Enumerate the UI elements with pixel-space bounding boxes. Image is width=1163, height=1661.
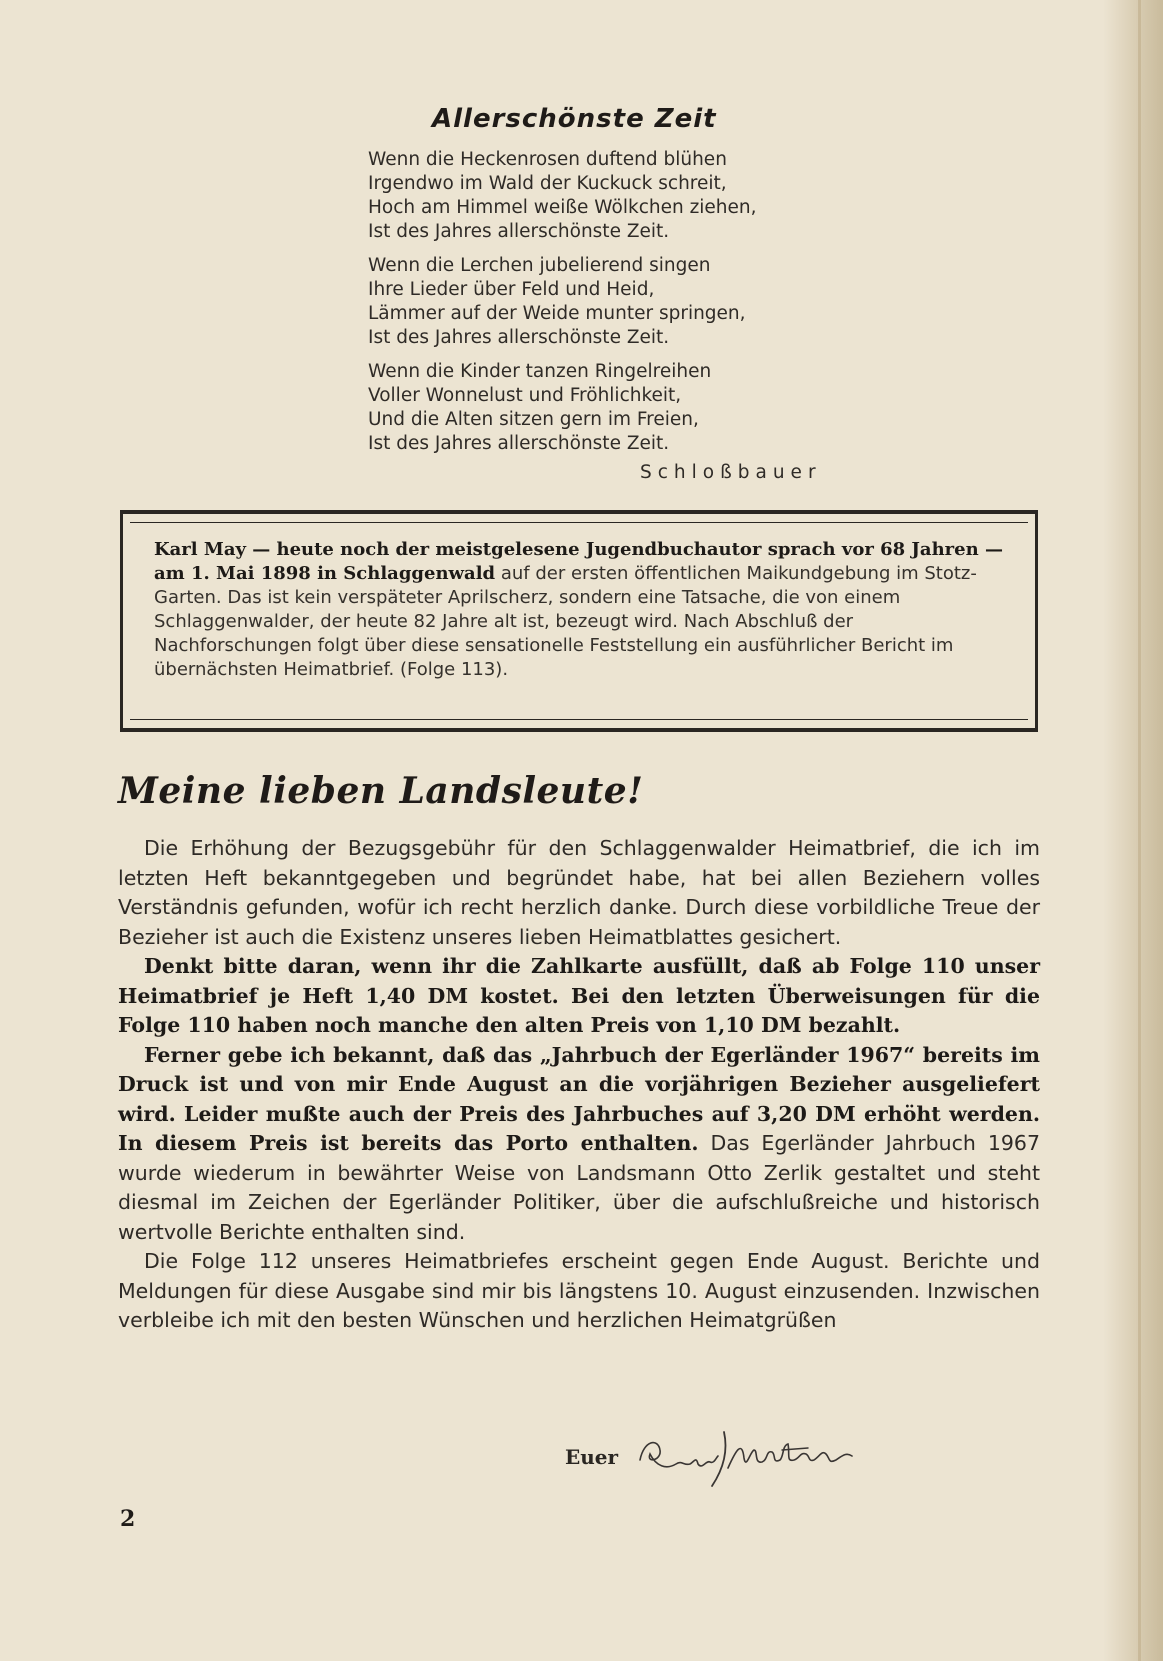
- poem-line: Ist des Jahres allerschönste Zeit.: [368, 221, 670, 242]
- poem-line: Ist des Jahres allerschönste Zeit.: [368, 327, 670, 348]
- poem-line: Wenn die Heckenrosen duftend blühen: [368, 149, 727, 170]
- letter-closing: Euer: [565, 1445, 619, 1469]
- letter-text: Das Egerländer Jahrbuch 1967 wurde wiederum in bewährter Weise von Landsmann Otto Zerlik gestaltet und steht diesmal im Zeichen der Egerländer Politiker, über die aufschlußreiche und historisch wertvolle Berichte enthalten sind.: [118, 1131, 1040, 1244]
- poem-line: Und die Alten sitzen gern im Freien,: [368, 409, 699, 430]
- letter-paragraph-bold: [118, 952, 1040, 1041]
- notice-bold-lead: Karl May — heute noch der meistgelesene Jugendbuchautor sprach vor 68 Jahren — am 1. Mai 1898 in Schlaggenwald: [154, 539, 1003, 584]
- letter-body: [118, 834, 1040, 1336]
- poem-title: Allerschönste Zeit: [432, 104, 717, 134]
- poem-line: Wenn die Kinder tanzen Ringelreihen: [368, 361, 712, 382]
- handwritten-signature: [632, 1420, 912, 1490]
- letter-paragraph: Die Erhöhung der Bezugsgebühr für den Schlaggenwalder Heimatbrief, die ich im letzten Heft bekanntgegeben und begründet habe, hat bei allen Beziehern volles Verständnis gefunden, wofür ich recht herzlich danke. Durch diese vorbildliche Treue der Bezieher ist auch die Existenz unseres lieben Heimatblattes gesichert.: [118, 836, 1040, 949]
- letter-greeting: Meine lieben Landsleute!: [118, 770, 644, 812]
- notice-text: [154, 538, 1006, 682]
- page-fold-line: [1138, 0, 1141, 1661]
- poem-line: Ist des Jahres allerschönste Zeit.: [368, 433, 670, 454]
- poem-line: Hoch am Himmel weiße Wölkchen ziehen,: [368, 197, 757, 218]
- letter-paragraph: Die Folge 112 unseres Heimatbriefes erscheint gegen Ende August. Berichte und Meldungen für diese Ausgabe sind mir bis längstens 10. August einzusenden. Inzwischen verbleibe ich mit den besten Wünschen und herzlichen Heimatgrüßen: [118, 1249, 1040, 1332]
- poem-author: Schloßbauer: [640, 462, 822, 483]
- notice-body: auf der ersten öffentlichen Maikundgebung im Stotz-Garten. Das ist kein verspäteter Aprilscherz, sondern eine Tatsache, die von einem Schlaggenwalder, der heute 82 Jahre alt ist, bezeugt wird. Nach Abschluß der Nachforschungen folgt über diese sensationelle Feststellung ein ausführlicher Bericht im übernächsten Heimatbrief. (Folge 113).: [154, 563, 977, 680]
- poem-line: Irgendwo im Wald der Kuckuck schreit,: [368, 173, 727, 194]
- poem-stanza: [368, 360, 838, 456]
- page-number: 2: [120, 1506, 136, 1532]
- page-edge-shadow: [1103, 0, 1163, 1661]
- poem-line: Voller Wonnelust und Fröhlichkeit,: [368, 385, 682, 406]
- letter-paragraph-mixed: [118, 1041, 1040, 1248]
- letter-bold-text: Ferner gebe ich bekannt, daß das „Jahrbuch der Egerländer 1967“ bereits im Druck ist und von mir Ende August an die vorjährigen Bezieher ausgeliefert wird. Leider mußte auch der Preis des Jahrbuches auf 3,20 DM erhöht werden. In diesem Preis ist bereits das Porto enthalten.: [118, 1042, 1040, 1155]
- poem-body: [368, 148, 838, 466]
- poem-stanza: [368, 148, 838, 244]
- poem-line: Lämmer auf der Weide munter springen,: [368, 303, 746, 324]
- poem-line: Wenn die Lerchen jubelierend singen: [368, 255, 711, 276]
- poem-stanza: [368, 254, 838, 350]
- letter-bold-text: Denkt bitte daran, wenn ihr die Zahlkarte ausfüllt, daß ab Folge 110 unser Heimatbrief je Heft 1,40 DM kostet. Bei den letzten Überweisungen für die Folge 110 haben noch manche den alten Preis von 1,10 DM bezahlt.: [118, 954, 1040, 1037]
- poem-line: Ihre Lieder über Feld und Heid,: [368, 279, 655, 300]
